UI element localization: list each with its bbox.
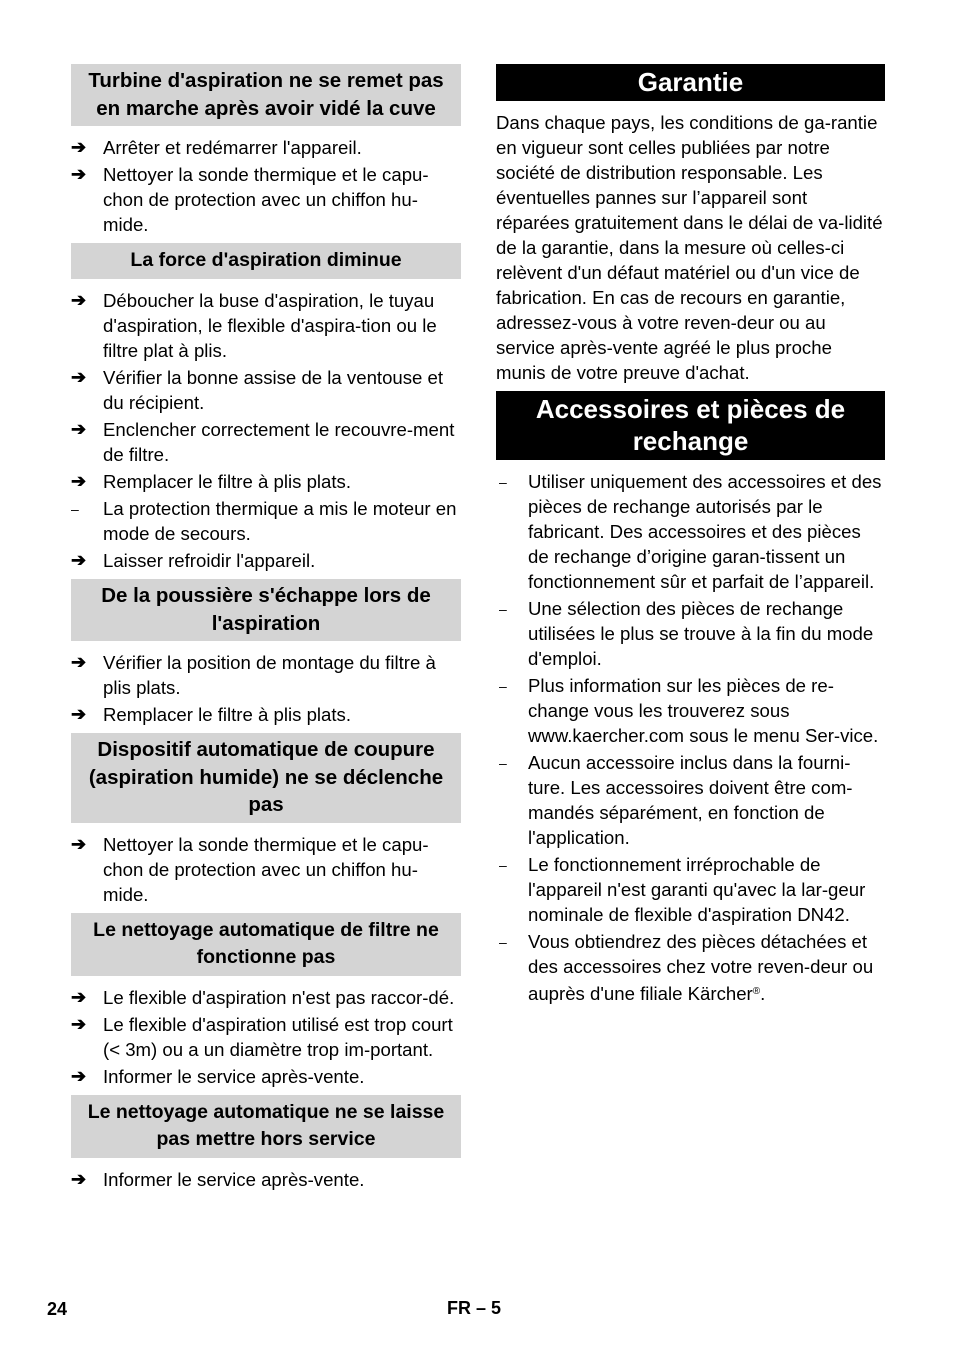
troubleshooting-list <box>71 985 461 1089</box>
arrow-bullet-icon: ➔ <box>71 652 87 672</box>
list-item-end: . <box>760 983 766 1004</box>
list-item-text: Vérifier la position de montage du filtre à plis plats. <box>103 652 436 698</box>
list-item <box>71 162 461 237</box>
troubleshooting-list <box>71 135 461 237</box>
arrow-bullet-icon: ➔ <box>71 137 87 157</box>
list-item <box>71 985 461 1010</box>
list-item <box>496 929 885 1006</box>
accessories-heading: Accessoires et pièces de rechange <box>496 391 885 460</box>
arrow-bullet-icon: ➔ <box>71 367 87 387</box>
section-heading: Dispositif automatique de coupure (aspiration humide) ne se déclenche pas <box>71 733 461 823</box>
garantie-heading: Garantie <box>496 64 885 101</box>
dash-bullet: – <box>499 678 507 694</box>
arrow-bullet-icon: ➔ <box>71 550 87 570</box>
section-heading: Le nettoyage automatique ne se laisse pas mettre hors service <box>71 1095 461 1158</box>
list-item-text: Nettoyer la sonde thermique et le capu-chon de protection avec un chiffon hu-mide. <box>103 164 429 235</box>
list-item-text: Vérifier la bonne assise de la ventouse et du récipient. <box>103 367 444 413</box>
arrow-bullet-icon: ➔ <box>71 1065 87 1086</box>
troubleshooting-list <box>71 832 461 907</box>
accessories-list <box>496 469 885 1006</box>
garantie-text: Dans chaque pays, les conditions de ga-rantie en vigueur sont celles publiées par notre société de distribution responsable. Les éventuelles pannes sur l’appareil sont réparées gratuitement dans le délai de va-lidité de la garantie, dans la mesure où celles-ci relèvent d'un défaut matériel ou d'un vice de fabrication. En cas de recours en garantie, adressez-vous à votre reven-deur ou au service après-vente agréé le plus proche munis de votre preuve d'achat. <box>496 112 883 383</box>
list-item <box>71 1064 461 1089</box>
section-heading: La force d'aspiration diminue <box>71 243 461 279</box>
list-item-text: Remplacer le filtre à plis plats. <box>103 471 352 492</box>
dash-bullet: – <box>499 474 507 490</box>
list-item-text: Laisser refroidir l'appareil. <box>103 550 316 571</box>
list-item <box>496 469 885 594</box>
troubleshooting-list <box>71 650 461 727</box>
dash-bullet: – <box>499 755 507 771</box>
list-item <box>71 135 461 160</box>
left-column <box>71 64 461 1198</box>
arrow-bullet-icon: ➔ <box>71 986 87 1007</box>
list-item <box>71 469 461 494</box>
list-item <box>71 702 461 727</box>
list-item-text: Le flexible d'aspiration n'est pas raccor-dé. <box>103 986 455 1008</box>
arrow-bullet-icon: ➔ <box>71 1168 87 1189</box>
list-item-text: Utiliser uniquement des accessoires et des pièces de rechange autorisés par le fabricant. Des accessoires et des pièces de rechange d’origine garan-tissent un fonctionnement sûr et parfait de l’appareil. <box>528 471 882 592</box>
list-item <box>71 548 461 573</box>
list-item-text: Informer le service après-vente. <box>103 1065 365 1087</box>
dash-bullet: – <box>71 501 79 517</box>
list-item <box>71 496 461 546</box>
list-item <box>71 832 461 907</box>
arrow-bullet-icon: ➔ <box>71 704 87 724</box>
list-item <box>71 417 461 467</box>
section-heading: De la poussière s'échappe lors de l'aspiration <box>71 579 461 641</box>
list-item <box>71 365 461 415</box>
arrow-bullet-icon: ➔ <box>71 290 87 310</box>
list-item <box>496 852 885 927</box>
list-item-text: Une sélection des pièces de rechange utilisées le plus se trouve à la fin du mode d'emploi. <box>528 598 874 669</box>
section-heading: Turbine d'aspiration ne se remet pas en marche après avoir vidé la cuve <box>71 64 461 126</box>
dash-bullet: – <box>499 934 507 950</box>
list-item-text: Informer le service après-vente. <box>103 1168 365 1190</box>
list-item-text: Remplacer le filtre à plis plats. <box>103 704 352 725</box>
list-item <box>496 596 885 671</box>
list-item-text: Nettoyer la sonde thermique et le capu-chon de protection avec un chiffon hu-mide. <box>103 833 429 905</box>
list-item <box>496 750 885 850</box>
list-item <box>71 1012 461 1062</box>
language-page-label: FR – 5 <box>447 1298 502 1318</box>
list-item-text: Aucun accessoire inclus dans la fourni-ture. Les accessoires doivent être com-mandés séparément, en fonction de l'application. <box>528 752 853 848</box>
arrow-bullet-icon: ➔ <box>71 419 87 439</box>
list-item-text: Le flexible d'aspiration utilisé est trop court (< 3m) ou a un diamètre trop im-portant. <box>103 1013 453 1060</box>
troubleshooting-list <box>71 288 461 573</box>
list-item-text: Arrêter et redémarrer l'appareil. <box>103 137 362 158</box>
arrow-bullet-icon: ➔ <box>71 471 87 491</box>
list-item <box>496 673 885 748</box>
arrow-bullet-icon: ➔ <box>71 1013 87 1034</box>
dash-bullet: – <box>499 601 507 617</box>
list-item-text: Déboucher la buse d'aspiration, le tuyau d'aspiration, le flexible d'aspira-tion ou le filtre plat à plis. <box>103 290 437 361</box>
list-item <box>71 1167 461 1192</box>
right-column <box>496 64 885 1012</box>
list-item-text: Le fonctionnement irréprochable de l'appareil n'est garanti qu'avec la lar-geur nominale de flexible d'aspiration DN42. <box>528 854 866 925</box>
arrow-bullet-icon: ➔ <box>71 164 87 184</box>
page-number: 24 <box>47 1299 68 1319</box>
list-item-text: Vous obtiendrez des pièces détachées et des accessoires chez votre reven-deur ou auprès d'une filiale Kärcher <box>528 931 874 1004</box>
troubleshooting-list <box>71 1167 461 1192</box>
list-item-text: La protection thermique a mis le moteur en mode de secours. <box>103 498 457 544</box>
list-item-text: Plus information sur les pièces de re-change vous les trouverez sous www.kaercher.com sous le menu Ser-vice. <box>528 675 879 746</box>
section-heading: Le nettoyage automatique de filtre ne fonctionne pas <box>71 913 461 976</box>
list-item <box>71 288 461 363</box>
arrow-bullet-icon: ➔ <box>71 833 87 854</box>
list-item <box>71 650 461 700</box>
dash-bullet: – <box>499 857 507 873</box>
list-item-text: Enclencher correctement le recouvre-ment de filtre. <box>103 419 455 465</box>
registered-mark: ® <box>752 986 761 997</box>
